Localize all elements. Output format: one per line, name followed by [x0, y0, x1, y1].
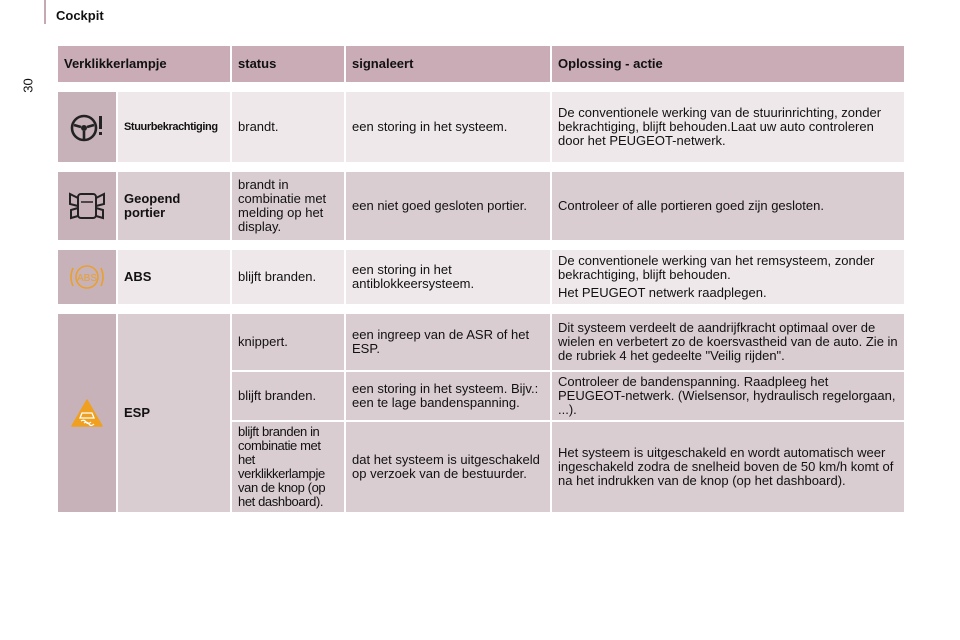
column-header-warning-light: Verklikkerlampje: [57, 45, 231, 83]
esp-icon: [64, 397, 110, 429]
section-title: Cockpit: [56, 8, 104, 23]
table-row: [57, 171, 905, 241]
table-row: [57, 313, 905, 371]
status-text: blijft branden in combinatie met het verklikkerlampje van de knop (op het dashboard).: [231, 421, 345, 513]
signal-text: een storing in het antiblokkeersysteem.: [345, 249, 551, 305]
icon-cell: [57, 171, 117, 241]
action-text: Het systeem is uitgeschakeld en wordt automatisch weer ingeschakeld zodra de snelheid boven de 50 km/h komt of na het indrukken van de knop (op het dashboard).: [551, 421, 905, 513]
signal-text: een ingreep van de ASR of het ESP.: [345, 313, 551, 371]
column-header-action: Oplossing - actie: [551, 45, 905, 83]
page-edge-rule: [44, 0, 46, 24]
svg-text:ABS: ABS: [76, 273, 98, 284]
action-text-secondary: Het PEUGEOT netwerk raadplegen.: [558, 285, 767, 300]
action-text: De conventionele werking van de stuurinrichting, zonder bekrachtiging, blijft behouden.Laat uw auto controleren door het PEUGEOT-netwerk.: [551, 91, 905, 163]
signal-text: dat het systeem is uitgeschakeld op verzoek van de bestuurder.: [345, 421, 551, 513]
table-header-row: [57, 45, 905, 83]
icon-cell: [57, 313, 117, 513]
column-header-status: status: [231, 45, 345, 83]
action-text: Controleer de bandenspanning. Raadpleeg het PEUGEOT-netwerk. (Wielsensor, hydraulisch regelorgaan, ...).: [551, 371, 905, 421]
icon-cell: [57, 249, 117, 305]
signal-text: een storing in het systeem. Bijv.: een te lage bandenspanning.: [345, 371, 551, 421]
icon-cell: [57, 91, 117, 163]
abs-icon: [64, 261, 110, 293]
warning-lights-table: [56, 44, 906, 514]
warning-name: ABS: [117, 249, 231, 305]
page-number: 30: [20, 78, 36, 93]
status-text: brandt in combinatie met melding op het display.: [231, 171, 345, 241]
action-cell: [551, 249, 905, 305]
status-text: blijft branden.: [231, 371, 345, 421]
status-text: brandt.: [231, 91, 345, 163]
warning-name: Geopend portier: [117, 171, 231, 241]
column-header-signal: signaleert: [345, 45, 551, 83]
steering-warning-icon: [64, 110, 110, 144]
status-text: knippert.: [231, 313, 345, 371]
action-text: De conventionele werking van het remsysteem, zonder bekrachtiging, blijft behouden.: [558, 253, 875, 282]
table-row: [57, 91, 905, 163]
warning-name: ESP: [117, 313, 231, 513]
warning-name: Stuurbekrachtiging: [117, 91, 231, 163]
status-text: blijft branden.: [231, 249, 345, 305]
signal-text: een niet goed gesloten portier.: [345, 171, 551, 241]
action-text: Controleer of alle portieren goed zijn gesloten.: [551, 171, 905, 241]
signal-text: een storing in het systeem.: [345, 91, 551, 163]
door-open-icon: [64, 190, 110, 222]
table-row: [57, 249, 905, 305]
action-text: Dit systeem verdeelt de aandrijfkracht optimaal over de wielen en verbetert zo de koersvastheid van de auto. Zie in de rubriek 4 het gedeelte "Veilig rijden".: [551, 313, 905, 371]
